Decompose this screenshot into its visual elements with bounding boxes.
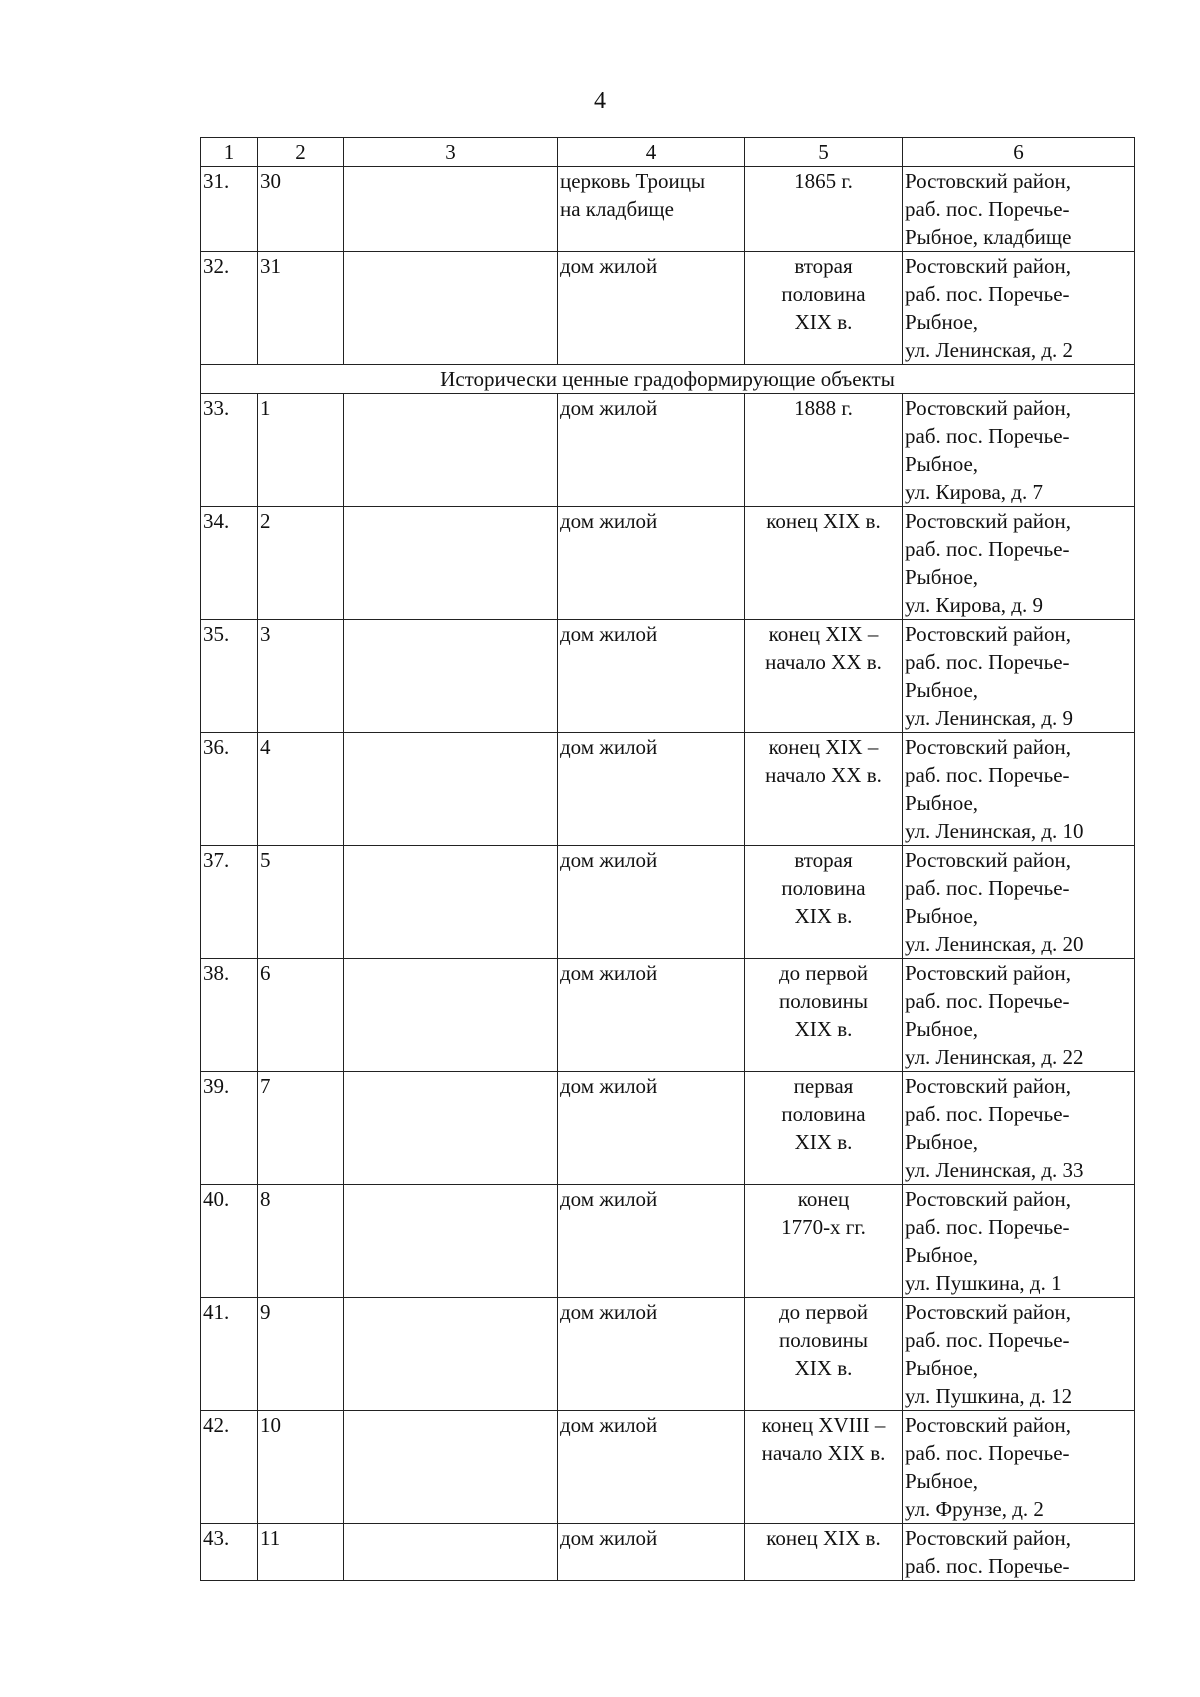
- row-index-cell: 34.: [201, 507, 258, 620]
- object-number-cell: 4: [258, 733, 344, 846]
- address-cell-line: раб. пос. Поречье-: [905, 1554, 1070, 1578]
- address-cell-line: ул. Кирова, д. 7: [905, 480, 1043, 504]
- object-name-cell-line: дом жилой: [560, 509, 658, 533]
- address-cell-line: Ростовский район,: [905, 622, 1071, 646]
- dating-cell-line: конец: [797, 1187, 850, 1211]
- object-name-cell: [558, 1411, 745, 1524]
- header-cell: 2: [258, 138, 344, 167]
- address-cell-line: Ростовский район,: [905, 1300, 1071, 1324]
- object-name-cell-line: дом жилой: [560, 961, 658, 985]
- header-cell: 1: [201, 138, 258, 167]
- object-name-cell: [558, 1298, 745, 1411]
- col3-cell: [344, 733, 558, 846]
- address-cell-line: раб. пос. Поречье-: [905, 1328, 1070, 1352]
- address-cell: [903, 394, 1135, 507]
- col3-cell: [344, 1185, 558, 1298]
- address-cell-line: раб. пос. Поречье-: [905, 424, 1070, 448]
- address-cell-line: раб. пос. Поречье-: [905, 537, 1070, 561]
- dating-cell: [745, 959, 903, 1072]
- object-name-cell-line: дом жилой: [560, 1074, 658, 1098]
- address-cell-line: Ростовский район,: [905, 1187, 1071, 1211]
- row-index-cell: 31.: [201, 167, 258, 252]
- object-name-cell-line: дом жилой: [560, 848, 658, 872]
- object-name-cell: [558, 252, 745, 365]
- dating-cell-line: половины: [779, 989, 868, 1013]
- object-number-cell: 1: [258, 394, 344, 507]
- dating-cell-line: конец XIX –: [768, 735, 879, 759]
- dating-cell-line: конец XIX в.: [766, 1526, 881, 1550]
- table-row: [201, 252, 1135, 365]
- dating-cell-line: до первой: [778, 1300, 868, 1324]
- table-header-row: [201, 138, 1135, 167]
- object-name-cell-line: дом жилой: [560, 622, 658, 646]
- table-row: [201, 620, 1135, 733]
- object-name-cell-line: дом жилой: [560, 1526, 658, 1550]
- address-cell-line: Ростовский район,: [905, 509, 1071, 533]
- table-row: [201, 733, 1135, 846]
- address-cell-line: раб. пос. Поречье-: [905, 650, 1070, 674]
- address-cell: [903, 507, 1135, 620]
- address-cell-line: Ростовский район,: [905, 254, 1071, 278]
- object-number-cell: 2: [258, 507, 344, 620]
- address-cell-line: раб. пос. Поречье-: [905, 763, 1070, 787]
- section-header-row: [201, 365, 1135, 394]
- object-number-cell: 9: [258, 1298, 344, 1411]
- address-cell-line: раб. пос. Поречье-: [905, 876, 1070, 900]
- object-name-cell-line: дом жилой: [560, 1413, 658, 1437]
- dating-cell: [745, 507, 903, 620]
- address-cell: [903, 1411, 1135, 1524]
- address-cell-line: Рыбное,: [905, 1356, 979, 1380]
- address-cell-line: Рыбное,: [905, 1469, 979, 1493]
- address-cell: [903, 167, 1135, 252]
- page-number: 4: [594, 88, 606, 114]
- dating-cell-line: 1865 г.: [794, 169, 853, 193]
- address-cell-line: Ростовский район,: [905, 1413, 1071, 1437]
- dating-cell: [745, 1185, 903, 1298]
- object-name-cell-line: на кладбище: [560, 197, 674, 221]
- dating-cell-line: конец XIX в.: [766, 509, 881, 533]
- dating-cell-line: XIX в.: [794, 1130, 853, 1154]
- dating-cell-line: половина: [781, 282, 866, 306]
- address-cell-line: ул. Кирова, д. 9: [905, 593, 1043, 617]
- address-cell-line: Рыбное,: [905, 791, 979, 815]
- address-cell: [903, 1185, 1135, 1298]
- col3-cell: [344, 252, 558, 365]
- object-number-cell: 8: [258, 1185, 344, 1298]
- object-name-cell: [558, 620, 745, 733]
- dating-cell-line: XIX в.: [794, 1017, 853, 1041]
- object-name-cell: [558, 959, 745, 1072]
- dating-cell-line: половина: [781, 876, 866, 900]
- dating-cell: [745, 846, 903, 959]
- address-cell: [903, 1072, 1135, 1185]
- object-name-cell: [558, 846, 745, 959]
- objects-table: [200, 137, 1135, 1581]
- dating-cell-line: половина: [781, 1102, 866, 1126]
- address-cell-line: Ростовский район,: [905, 961, 1071, 985]
- row-index-cell: 43.: [201, 1524, 258, 1581]
- address-cell-line: ул. Фрунзе, д. 2: [905, 1497, 1044, 1521]
- address-cell-line: Ростовский район,: [905, 848, 1071, 872]
- address-cell: [903, 959, 1135, 1072]
- object-number-cell: 10: [258, 1411, 344, 1524]
- table-row: [201, 1072, 1135, 1185]
- header-cell: 5: [745, 138, 903, 167]
- object-number-cell: 6: [258, 959, 344, 1072]
- dating-cell: [745, 1298, 903, 1411]
- address-cell-line: Ростовский район,: [905, 1074, 1071, 1098]
- address-cell-line: раб. пос. Поречье-: [905, 1215, 1070, 1239]
- object-number-cell: 30: [258, 167, 344, 252]
- col3-cell: [344, 959, 558, 1072]
- address-cell: [903, 1298, 1135, 1411]
- header-cell: 3: [344, 138, 558, 167]
- dating-cell-line: XIX в.: [794, 310, 853, 334]
- address-cell-line: Рыбное,: [905, 1017, 979, 1041]
- address-cell-line: Рыбное,: [905, 904, 979, 928]
- dating-cell: [745, 620, 903, 733]
- row-index-cell: 39.: [201, 1072, 258, 1185]
- address-cell: [903, 733, 1135, 846]
- address-cell-line: Рыбное,: [905, 1130, 979, 1154]
- address-cell-line: ул. Ленинская, д. 22: [905, 1045, 1084, 1069]
- dating-cell-line: до первой: [778, 961, 868, 985]
- dating-cell: [745, 394, 903, 507]
- object-name-cell: [558, 394, 745, 507]
- dating-cell-line: половины: [779, 1328, 868, 1352]
- address-cell-line: ул. Пушкина, д. 12: [905, 1384, 1073, 1408]
- table-body: [201, 138, 1135, 1581]
- col3-cell: [344, 1298, 558, 1411]
- row-index-cell: 32.: [201, 252, 258, 365]
- header-cell: 6: [903, 138, 1135, 167]
- row-index-cell: 40.: [201, 1185, 258, 1298]
- address-cell-line: Рыбное, кладбище: [905, 225, 1072, 249]
- table-row: [201, 167, 1135, 252]
- dating-cell-line: XIX в.: [794, 1356, 853, 1380]
- address-cell-line: раб. пос. Поречье-: [905, 1102, 1070, 1126]
- table-row: [201, 1298, 1135, 1411]
- col3-cell: [344, 167, 558, 252]
- address-cell-line: Ростовский район,: [905, 169, 1071, 193]
- object-name-cell: [558, 733, 745, 846]
- address-cell-line: раб. пос. Поречье-: [905, 989, 1070, 1013]
- row-index-cell: 42.: [201, 1411, 258, 1524]
- col3-cell: [344, 620, 558, 733]
- object-number-cell: 31: [258, 252, 344, 365]
- address-cell-line: раб. пос. Поречье-: [905, 197, 1070, 221]
- dating-cell-line: 1888 г.: [794, 396, 853, 420]
- dating-cell: [745, 1524, 903, 1581]
- dating-cell-line: первая: [793, 1074, 854, 1098]
- col3-cell: [344, 1524, 558, 1581]
- dating-cell: [745, 252, 903, 365]
- address-cell-line: Рыбное,: [905, 678, 979, 702]
- table-row: [201, 1524, 1135, 1581]
- object-name-cell: [558, 507, 745, 620]
- dating-cell: [745, 167, 903, 252]
- object-name-cell-line: дом жилой: [560, 396, 658, 420]
- address-cell-line: раб. пос. Поречье-: [905, 282, 1070, 306]
- object-name-cell-line: дом жилой: [560, 735, 658, 759]
- address-cell-line: раб. пос. Поречье-: [905, 1441, 1070, 1465]
- col3-cell: [344, 846, 558, 959]
- object-number-cell: 3: [258, 620, 344, 733]
- dating-cell-line: вторая: [794, 848, 853, 872]
- object-name-cell-line: дом жилой: [560, 254, 658, 278]
- row-index-cell: 38.: [201, 959, 258, 1072]
- address-cell-line: Рыбное,: [905, 1243, 979, 1267]
- table-row: [201, 394, 1135, 507]
- address-cell-line: ул. Ленинская, д. 2: [905, 338, 1074, 362]
- col3-cell: [344, 394, 558, 507]
- dating-cell-line: вторая: [794, 254, 853, 278]
- dating-cell-line: 1770-х гг.: [781, 1215, 866, 1239]
- dating-cell-line: XIX в.: [794, 904, 853, 928]
- col3-cell: [344, 507, 558, 620]
- object-name-cell: [558, 167, 745, 252]
- object-name-cell: [558, 1072, 745, 1185]
- col3-cell: [344, 1411, 558, 1524]
- object-number-cell: 7: [258, 1072, 344, 1185]
- address-cell-line: Ростовский район,: [905, 735, 1071, 759]
- object-number-cell: 11: [258, 1524, 344, 1581]
- dating-cell-line: начало XX в.: [765, 763, 882, 787]
- section-title: Исторически ценные градоформирующие объекты: [201, 365, 1135, 394]
- dating-cell: [745, 733, 903, 846]
- object-name-cell-line: дом жилой: [560, 1300, 658, 1324]
- dating-cell-line: начало XX в.: [765, 650, 882, 674]
- object-name-cell-line: дом жилой: [560, 1187, 658, 1211]
- address-cell: [903, 1524, 1135, 1581]
- table-row: [201, 1185, 1135, 1298]
- object-name-cell: [558, 1524, 745, 1581]
- dating-cell-line: конец XVIII –: [761, 1413, 886, 1437]
- address-cell-line: Рыбное,: [905, 565, 979, 589]
- table-row: [201, 846, 1135, 959]
- row-index-cell: 33.: [201, 394, 258, 507]
- address-cell-line: Рыбное,: [905, 310, 979, 334]
- object-name-cell-line: церковь Троицы: [560, 169, 706, 193]
- table-row: [201, 507, 1135, 620]
- row-index-cell: 35.: [201, 620, 258, 733]
- row-index-cell: 37.: [201, 846, 258, 959]
- table-row: [201, 1411, 1135, 1524]
- col3-cell: [344, 1072, 558, 1185]
- address-cell: [903, 846, 1135, 959]
- dating-cell: [745, 1411, 903, 1524]
- table-row: [201, 959, 1135, 1072]
- address-cell-line: Ростовский район,: [905, 1526, 1071, 1550]
- address-cell-line: ул. Пушкина, д. 1: [905, 1271, 1062, 1295]
- address-cell: [903, 620, 1135, 733]
- dating-cell: [745, 1072, 903, 1185]
- object-name-cell: [558, 1185, 745, 1298]
- dating-cell-line: конец XIX –: [768, 622, 879, 646]
- row-index-cell: 41.: [201, 1298, 258, 1411]
- row-index-cell: 36.: [201, 733, 258, 846]
- address-cell: [903, 252, 1135, 365]
- address-cell-line: Ростовский район,: [905, 396, 1071, 420]
- header-cell: 4: [558, 138, 745, 167]
- address-cell-line: ул. Ленинская, д. 9: [905, 706, 1074, 730]
- dating-cell-line: начало XIX в.: [761, 1441, 886, 1465]
- object-number-cell: 5: [258, 846, 344, 959]
- address-cell-line: ул. Ленинская, д. 10: [905, 819, 1084, 843]
- address-cell-line: Рыбное,: [905, 452, 979, 476]
- address-cell-line: ул. Ленинская, д. 20: [905, 932, 1084, 956]
- address-cell-line: ул. Ленинская, д. 33: [905, 1158, 1084, 1182]
